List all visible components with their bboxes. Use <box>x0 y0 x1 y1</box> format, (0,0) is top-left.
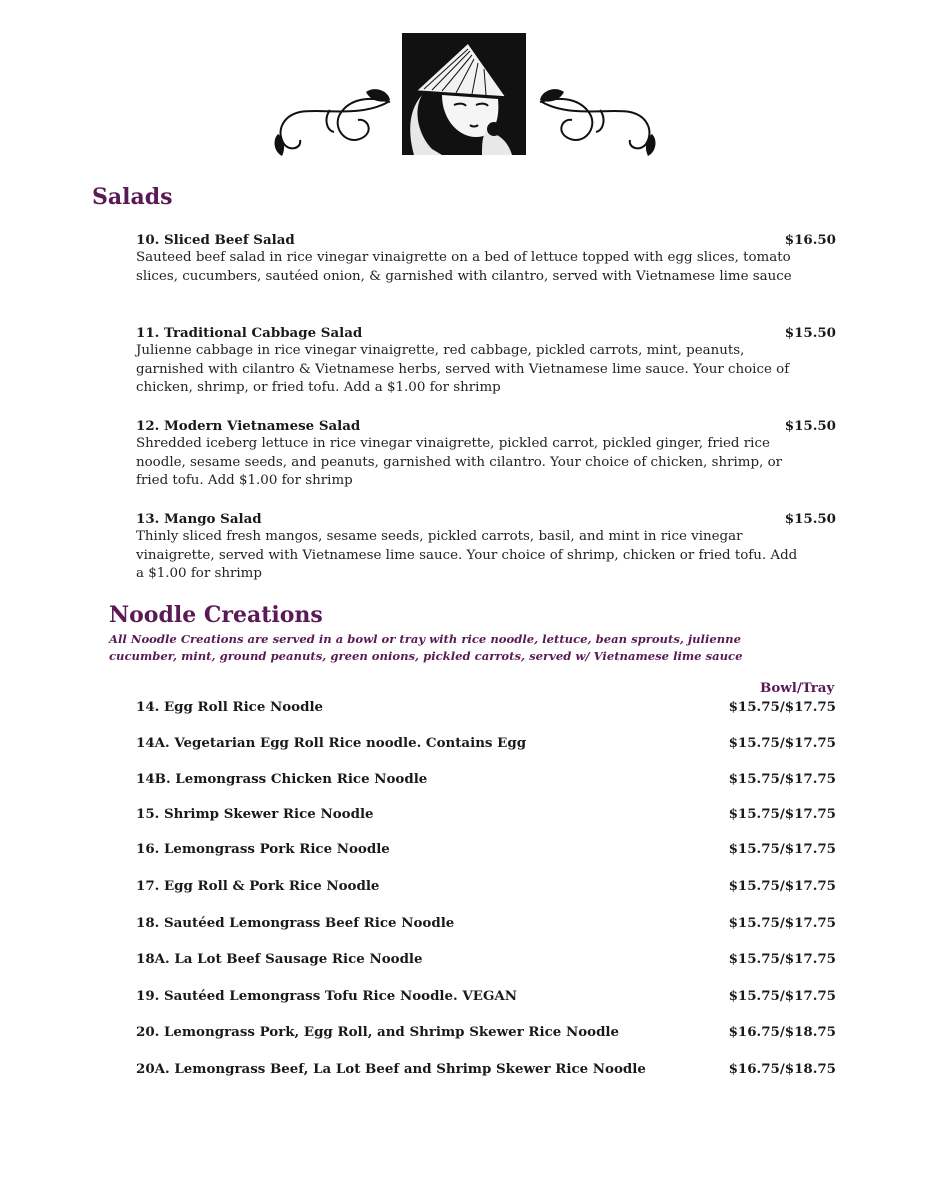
item-description: Julienne cabbage in rice vinegar vinaigrette, red cabbage, pickled carrots, mint, peanuts, garnished with cilantro & Vietnamese herbs, served with Vietnamese lime sauce. Your choice of chicken, shrimp, or fried tofu. Add a $1.00 for shrimp <box>136 343 790 395</box>
noodle-item <box>136 1060 836 1078</box>
item-name: 20A. Lemongrass Beef, La Lot Beef and Shrimp Skewer Rice Noodle <box>136 1061 646 1077</box>
item-name: 19. Sautéed Lemongrass Tofu Rice Noodle. VEGAN <box>136 988 518 1004</box>
item-name: 15. Shrimp Skewer Rice Noodle <box>136 806 374 822</box>
item-price: $15.50 <box>784 511 836 527</box>
noodles-section-title: Noodle Creations <box>109 602 323 628</box>
item-price: $15.75/$17.75 <box>728 878 836 894</box>
salad-item <box>136 231 836 286</box>
item-name: 12. Modern Vietnamese Salad <box>136 418 361 434</box>
salad-item <box>136 417 836 491</box>
menu-header <box>0 0 927 170</box>
noodle-item <box>136 734 836 752</box>
item-name: 16. Lemongrass Pork Rice Noodle <box>136 841 390 857</box>
noodle-item <box>136 840 836 858</box>
salad-item <box>136 324 836 398</box>
price-column-header: Bowl/Tray <box>760 680 835 696</box>
flourish-swirl-icon <box>535 88 660 158</box>
item-price: $15.75/$17.75 <box>728 806 836 822</box>
salad-item <box>136 510 836 584</box>
item-price: $15.75/$17.75 <box>728 841 836 857</box>
item-price: $16.75/$18.75 <box>728 1024 836 1040</box>
item-price: $15.50 <box>784 325 836 341</box>
item-name: 14B. Lemongrass Chicken Rice Noodle <box>136 771 428 787</box>
noodles-note: All Noodle Creations are served in a bowl or tray with rice noodle, lettuce, bean sprouts, julienne cucumber, mint, ground peanuts, green onions, pickled carrots, served w/ Vietnamese lime sauce <box>109 632 743 663</box>
item-name: 10. Sliced Beef Salad <box>136 232 295 248</box>
item-price: $15.75/$17.75 <box>728 988 836 1004</box>
item-price: $16.75/$18.75 <box>728 1061 836 1077</box>
item-name: 13. Mango Salad <box>136 511 262 527</box>
noodle-item <box>136 805 836 823</box>
noodle-item <box>136 987 836 1005</box>
noodle-item <box>136 770 836 788</box>
item-name: 14A. Vegetarian Egg Roll Rice noodle. Contains Egg <box>136 735 527 751</box>
item-price: $15.75/$17.75 <box>728 915 836 931</box>
item-description: Shredded iceberg lettuce in rice vinegar vinaigrette, pickled carrot, pickled ginger, fried rice noodle, sesame seeds, and peanuts, garnished with cilantro. Your choice of chicken, shrimp, or fried tofu. Add $1.00 for shrimp <box>136 436 783 488</box>
item-name: 18. Sautéed Lemongrass Beef Rice Noodle <box>136 915 455 931</box>
item-name: 14. Egg Roll Rice Noodle <box>136 699 324 715</box>
item-name: 20. Lemongrass Pork, Egg Roll, and Shrimp Skewer Rice Noodle <box>136 1024 620 1040</box>
noodle-item <box>136 877 836 895</box>
item-description: Thinly sliced fresh mangos, sesame seeds, pickled carrots, basil, and mint in rice vinegar vinaigrette, served with Vietnamese lime sauce. Your choice of shrimp, chicken or fried tofu. Add a $1.00 for shrimp <box>136 529 798 581</box>
item-price: $15.75/$17.75 <box>728 951 836 967</box>
item-price: $15.75/$17.75 <box>728 735 836 751</box>
noodle-item <box>136 914 836 932</box>
item-price: $15.50 <box>784 418 836 434</box>
salads-section-title: Salads <box>92 184 173 210</box>
flourish-swirl-icon <box>270 88 395 158</box>
item-price: $15.75/$17.75 <box>728 771 836 787</box>
item-description: Sauteed beef salad in rice vinegar vinaigrette on a bed of lettuce topped with egg slices, tomato slices, cucumbers, sautéed onion, & garnished with cilantro, served with Vietnamese lime sauce <box>136 250 792 284</box>
item-name: 18A. La Lot Beef Sausage Rice Noodle <box>136 951 423 967</box>
woman-with-conical-hat-icon <box>402 33 526 155</box>
noodle-item <box>136 698 836 716</box>
item-price: $16.50 <box>784 232 836 248</box>
item-name: 17. Egg Roll & Pork Rice Noodle <box>136 878 380 894</box>
noodle-item <box>136 950 836 968</box>
item-price: $15.75/$17.75 <box>728 699 836 715</box>
noodle-item <box>136 1023 836 1041</box>
restaurant-logo <box>402 33 526 155</box>
item-name: 11. Traditional Cabbage Salad <box>136 325 363 341</box>
